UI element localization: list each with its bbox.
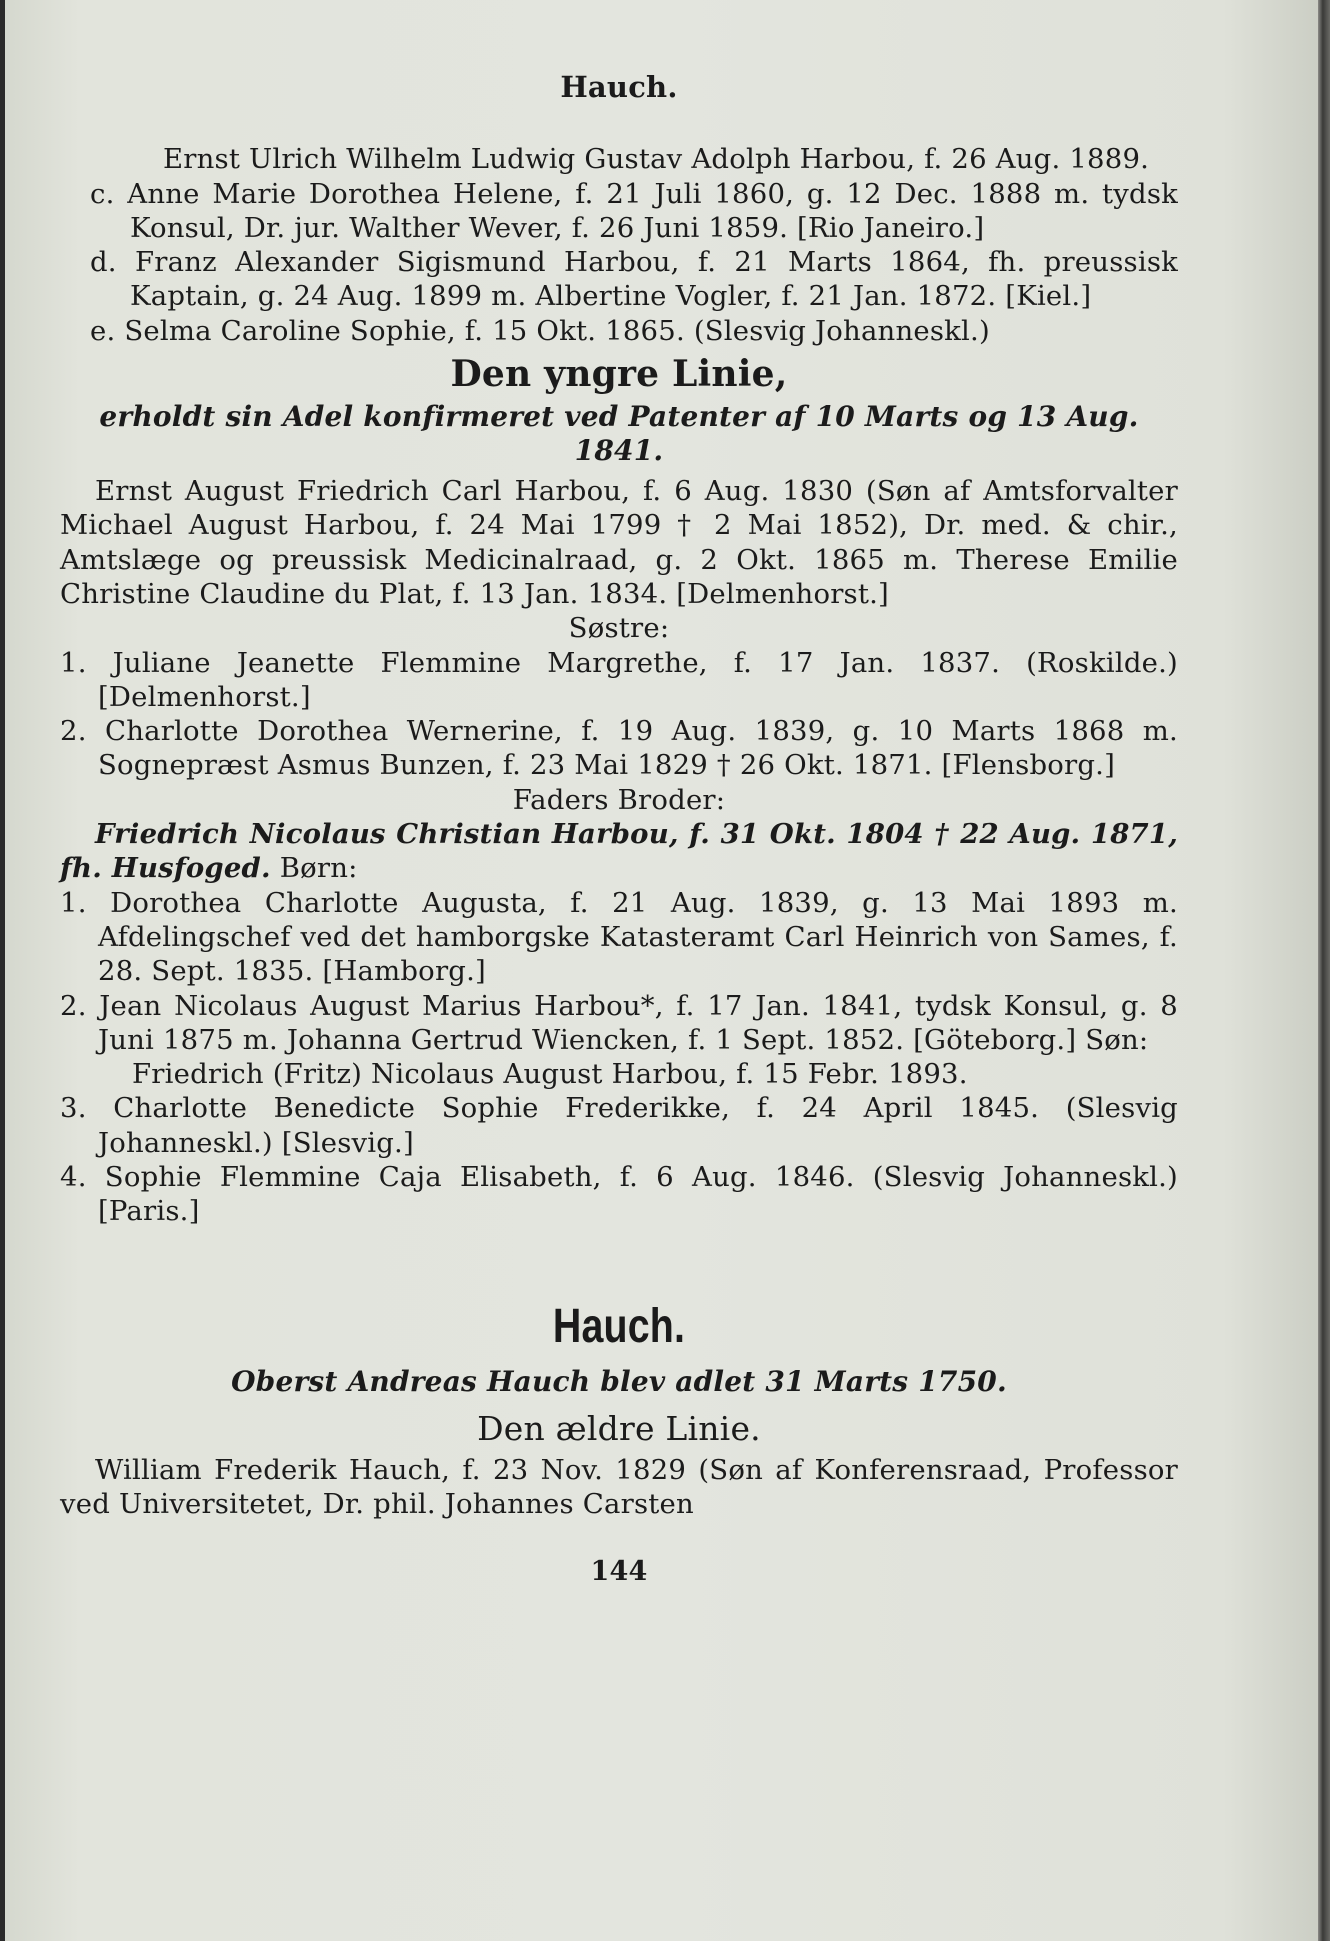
- child-2-son: Friedrich (Fritz) Nicolaus August Harbou, f. 15 Febr. 1893.: [132, 1058, 968, 1091]
- page-number: 144: [590, 1556, 648, 1588]
- section-subheading-yngre: erholdt sin Adel konfirmeret ved Patenter af 10 Marts og 13 Aug. 1841.: [99, 400, 1139, 468]
- paragraph-ernst-august: Ernst August Friedrich Carl Harbou, f. 6 Aug. 1830 (Søn af Amtsforvalter Michael August Harbou, f. 24 Mai 1799 † 2 Mai 1852), Dr. med. & chir., Amtslæge og preussisk Medicinalraad, g. 2 Okt. 1865 m. Therese Emilie Christine Claudine du Plat, f. 13 Jan. 1834. [Delmenhorst.]: [60, 475, 1178, 610]
- paragraph-william: William Frederik Hauch, f. 23 Nov. 1829 (Søn af Konferensraad, Professor ved Universitetet, Dr. phil. Johannes Carsten: [60, 1453, 1178, 1520]
- child-3: 3. Charlotte Benedicte Sophie Frederikke, f. 24 April 1845. (Slesvig Johanneskl.) [Slesvig.]: [60, 1092, 1178, 1159]
- child-1: 1. Dorothea Charlotte Augusta, f. 21 Aug. 1839, g. 13 Mai 1893 m. Afdelingschef ved det hamborgske Katasteramt Carl Heinrich von Sames, f. 28. Sept. 1835. [Hamborg.]: [60, 886, 1178, 988]
- page-left-edge: [0, 0, 5, 1941]
- family-title-hauch: Hauch.: [552, 1299, 686, 1353]
- entry-c-anne-marie: c. Anne Marie Dorothea Helene, f. 21 Juli 1860, g. 12 Dec. 1888 m. tydsk Konsul, Dr. jur. Walther Wever, f. 26 Juni 1859. [Rio Janeiro.]: [90, 177, 1178, 244]
- child-2: 2. Jean Nicolaus August Marius Harbou*, f. 17 Jan. 1841, tydsk Konsul, g. 8 Juni 1875 m. Johanna Gertrud Wiencken, f. 1 Sept. 1852. [Göteborg.] Søn:: [60, 989, 1178, 1056]
- entry-d-franz: d. Franz Alexander Sigismund Harbou, f. 21 Marts 1864, fh. preussisk Kaptain, g. 24 Aug. 1899 m. Albertine Vogler, f. 21 Jan. 1872. [Kiel.]: [90, 246, 1178, 313]
- entry-ernst-ulrich: Ernst Ulrich Wilhelm Ludwig Gustav Adolph Harbou, f. 26 Aug. 1889.: [163, 143, 1150, 176]
- sister-1: 1. Juliane Jeanette Flemmine Margrethe, f. 17 Jan. 1837. (Roskilde.) [Delmenhorst.]: [60, 646, 1178, 713]
- section-heading-yngre-linie: Den yngre Linie,: [450, 353, 788, 396]
- running-header: Hauch.: [560, 70, 678, 104]
- child-4: 4. Sophie Flemmine Caja Elisabeth, f. 6 Aug. 1846. (Slesvig Johanneskl.) [Paris.]: [60, 1161, 1178, 1228]
- label-faders-broder: Faders Broder:: [512, 783, 726, 816]
- label-born: Børn:: [279, 852, 358, 885]
- entry-e-selma: e. Selma Caroline Sophie, f. 15 Okt. 1865. (Slesvig Johanneskl.): [90, 314, 990, 347]
- sister-2: 2. Charlotte Dorothea Wernerine, f. 19 Aug. 1839, g. 10 Marts 1868 m. Sognepræst Asmus Bunzen, f. 23 Mai 1829 † 26 Okt. 1871. [Flensborg.]: [60, 715, 1178, 782]
- page-right-edge: [1318, 0, 1330, 1941]
- hauch-subheading: Oberst Andreas Hauch blev adlet 31 Marts 1750.: [231, 1364, 1007, 1398]
- page-content: [60, 70, 1178, 1590]
- label-soestre: Søstre:: [568, 612, 670, 645]
- paragraph-father-brother: [60, 817, 1178, 886]
- father-name: Friedrich Nicolaus Christian Harbou, f. 31 Okt. 1804 † 22 Aug. 1871, fh. Husfoged.: [60, 818, 1178, 885]
- section-heading-aeldre-linie: Den ældre Linie.: [477, 1408, 761, 1448]
